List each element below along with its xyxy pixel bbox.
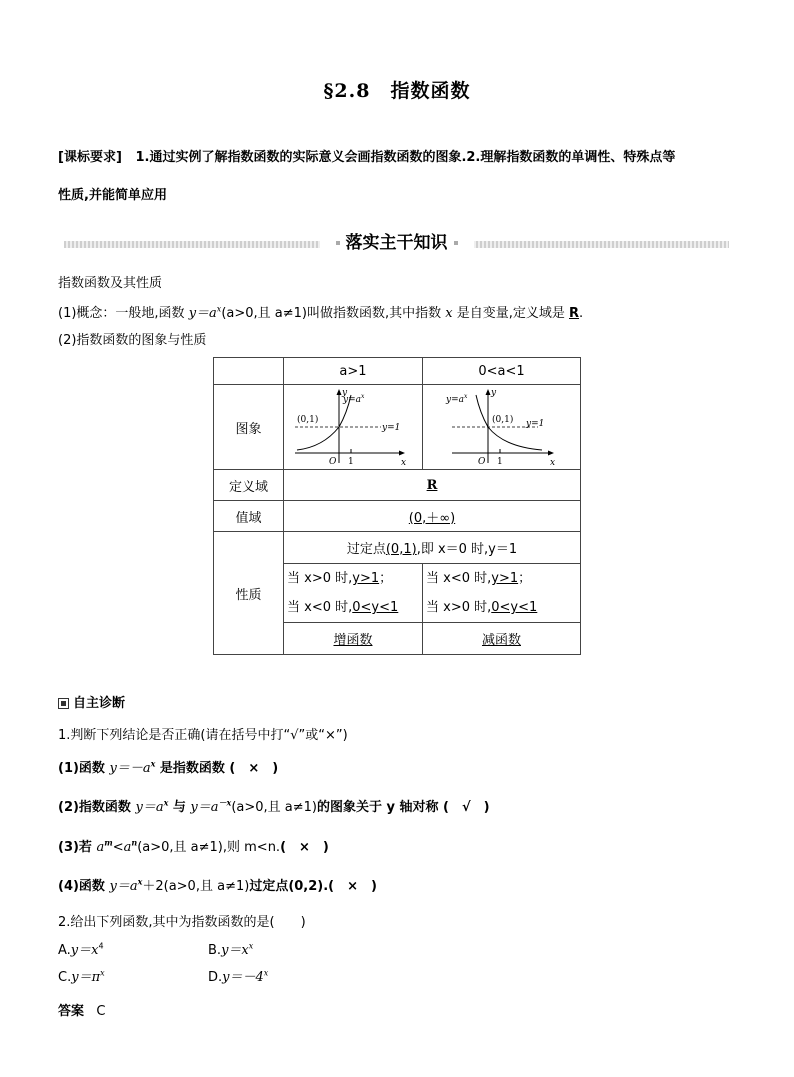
- section-banner: [64, 228, 729, 254]
- svg-text:y=1: y=1: [525, 419, 544, 429]
- graph-cell-increasing: [284, 385, 423, 470]
- question-1: 1.判断下列结论是否正确(请在括号中打“√”或“×”): [58, 728, 348, 743]
- question-1-2: (2)指数函数 $y=a^x$ 与 $y=a^{-x}(a>0$,且 a≠1)的图象关于 y 轴对称 ( √ ): [58, 797, 490, 815]
- svg-text:y: y: [490, 388, 496, 398]
- concept-line: (1)概念：一般地,函数 $y=a^x(a>0$,且 a≠1)叫做指数函数,其中指数 x 是自变量,定义域是 R.: [58, 304, 584, 321]
- row-label-range: 值域: [214, 501, 284, 532]
- option-a: $A.y=x^4$: [58, 941, 104, 958]
- graph-heading: (2)指数函数的图象与性质: [58, 333, 207, 348]
- header-a-lt-1: 0<a<1: [423, 358, 581, 385]
- question-1-4: (4)函数 $y=a^x+2(a>0$,且 a≠1)过定点(0,2).( × ): [58, 876, 377, 894]
- diagnosis-heading: 自主诊断: [58, 692, 125, 711]
- svg-text:y=1: y=1: [382, 423, 401, 433]
- domain-value: R: [284, 470, 581, 501]
- monotonic-increasing: 增函数: [284, 623, 423, 655]
- domain-answer: R: [569, 306, 580, 321]
- svg-text:(0,1): (0,1): [297, 415, 319, 425]
- section-heading: 指数函数及其性质: [58, 276, 163, 291]
- question-2: 2.给出下列函数,其中为指数函数的是( ): [58, 915, 306, 930]
- property-a-gt-1: 当 x>0 时,y>1； 当 x<0 时,0<y<1: [284, 564, 423, 623]
- decreasing-exp-graph: [442, 387, 562, 467]
- answer-label: 答案: [58, 1004, 85, 1019]
- svg-text:y=ax: $y=a^x$: [445, 393, 467, 405]
- svg-text:x: x: [401, 458, 407, 467]
- answer-line: [58, 1000, 106, 1019]
- svg-text:y=ax: $y=a^x$: [343, 393, 365, 405]
- property-a-lt-1: 当 x<0 时,y>1； 当 x>0 时,0<y<1: [423, 564, 581, 623]
- svg-text:y: y: [342, 388, 348, 398]
- page-title: §2.8 指数函数: [323, 80, 471, 102]
- fixed-point-property: 过定点(0,1),即 x＝0 时,y＝1: [284, 532, 581, 564]
- row-label-graph: 图象: [214, 385, 284, 470]
- requirements-line1: [58, 146, 748, 165]
- diagnosis-icon: [58, 698, 69, 709]
- row-label-domain: 定义域: [214, 470, 284, 501]
- svg-text:x: x: [549, 458, 555, 467]
- option-c: $C.y=\pi^x$: [58, 968, 105, 985]
- option-b: $B.y=x^x$: [208, 941, 254, 958]
- svg-text:1: 1: [496, 457, 503, 467]
- requirements-label: [课标要求]: [58, 150, 122, 165]
- requirements-text-1: 1.通过实例了解指数函数的实际意义会画指数函数的图象.2.理解指数函数的单调性、特殊点等: [135, 150, 676, 165]
- header-a-gt-1: a>1: [284, 358, 423, 385]
- requirements-line2: 性质,并能简单应用: [58, 188, 167, 203]
- svg-text:1: 1: [348, 457, 354, 467]
- increasing-exp-graph: [293, 387, 413, 467]
- monotonic-decreasing: 减函数: [423, 623, 581, 655]
- option-d: $D.y=-4^x$: [208, 968, 269, 985]
- svg-text:(0,1): (0,1): [491, 415, 513, 425]
- range-value: (0,＋∞): [284, 501, 581, 532]
- answer-value: C: [96, 1004, 106, 1019]
- question-1-3: (3)若 $a^m<a^n(a>0$,且 a≠1),则 m<n.( × ): [58, 837, 329, 855]
- row-label-properties: 性质: [214, 532, 284, 655]
- banner-label: 落实主干知识: [320, 228, 474, 253]
- exp-function-table: [213, 357, 581, 655]
- svg-text:O: O: [477, 457, 485, 467]
- svg-text:O: O: [329, 457, 337, 467]
- table-corner: [214, 358, 284, 385]
- question-1-1: (1)函数 $y=-a^x$ 是指数函数 ( × ): [58, 758, 279, 776]
- graph-cell-decreasing: [423, 385, 581, 470]
